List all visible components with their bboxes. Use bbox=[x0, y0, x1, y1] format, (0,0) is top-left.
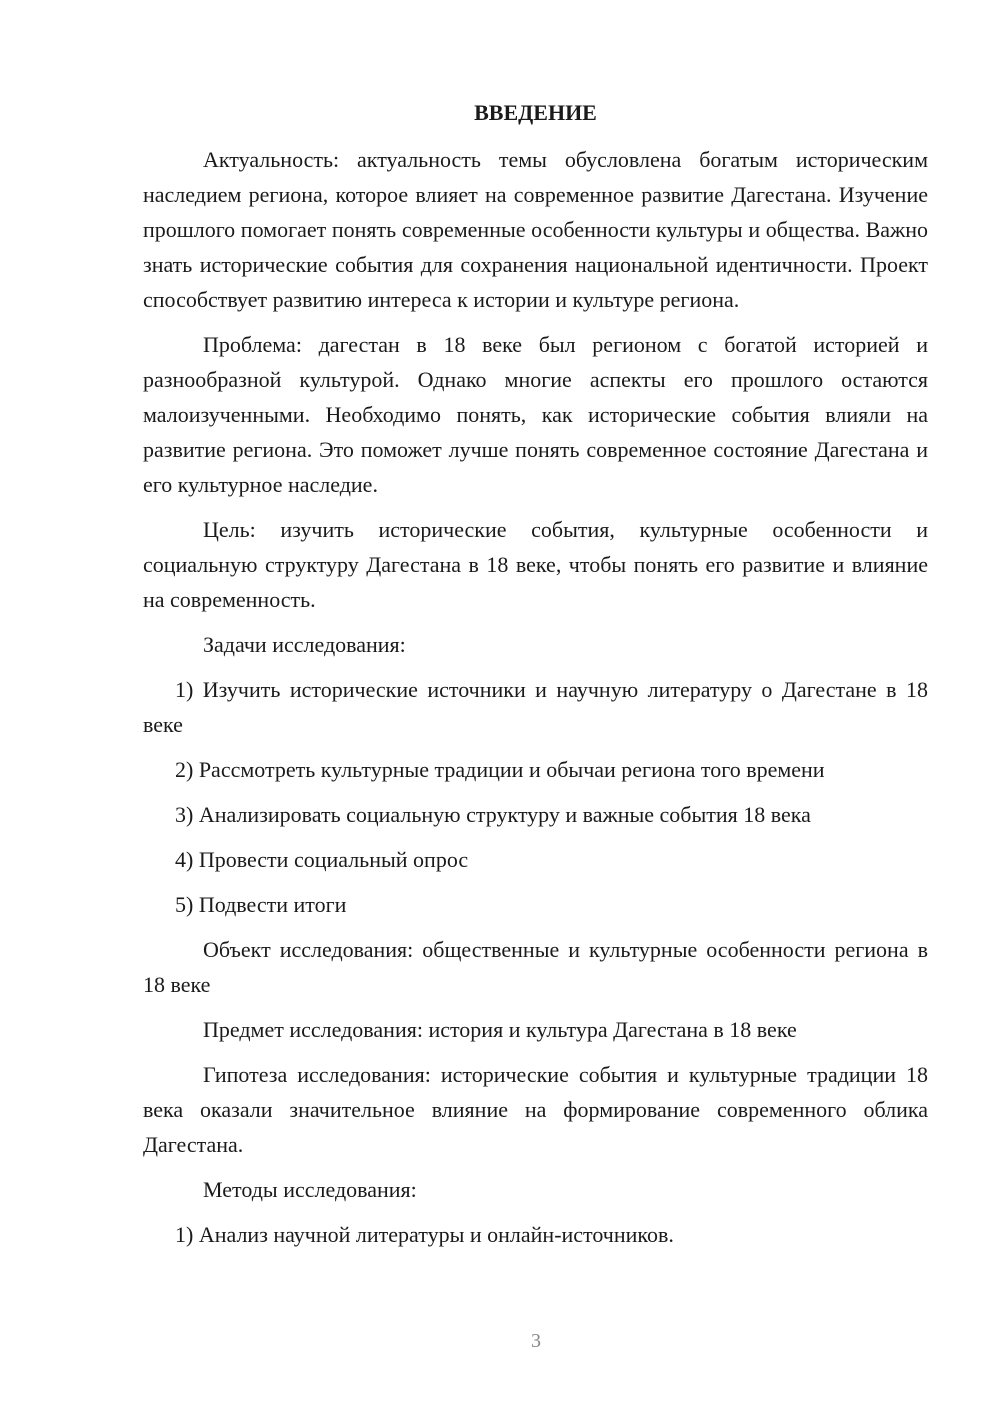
section-title: ВВЕДЕНИЕ bbox=[474, 100, 597, 125]
hypothesis-paragraph: Гипотеза исследования: исторические события и культурные традиции 18 века оказали значительное влияние на формирование современного облика Дагестана. bbox=[143, 1062, 928, 1157]
task-item-4: 4) Провести социальный опрос bbox=[175, 847, 469, 872]
page-number: 3 bbox=[531, 1330, 541, 1352]
object-paragraph: Объект исследования: общественные и культурные особенности региона в 18 веке bbox=[143, 937, 928, 997]
task-item-5: 5) Подвести итоги bbox=[175, 892, 347, 917]
goal-paragraph: Цель: изучить исторические события, культурные особенности и социальную структуру Дагестана в 18 веке, чтобы понять его развитие и влияние на современность. bbox=[143, 517, 928, 612]
tasks-heading: Задачи исследования: bbox=[203, 632, 406, 657]
subject-paragraph: Предмет исследования: история и культура Дагестана в 18 веке bbox=[203, 1017, 797, 1042]
problem-paragraph: Проблема: дагестан в 18 веке был регионом с богатой историей и разнообразной культурой. Однако многие аспекты его прошлого остаются малоизученными. Необходимо понять, как исторические события влияли на развитие региона. Это поможет лучше понять современное состояние Дагестана и его культурное наследие. bbox=[143, 332, 928, 497]
document-page bbox=[143, 95, 928, 1262]
methods-heading: Методы исследования: bbox=[203, 1177, 417, 1202]
task-item-2: 2) Рассмотреть культурные традиции и обычаи региона того времени bbox=[175, 757, 825, 782]
method-item-1: 1) Анализ научной литературы и онлайн-источников. bbox=[175, 1222, 674, 1247]
task-item-3: 3) Анализировать социальную структуру и важные события 18 века bbox=[175, 802, 811, 827]
task-item-1: 1) Изучить исторические источники и научную литературу о Дагестане в 18 веке bbox=[143, 677, 928, 737]
relevance-paragraph: Актуальность: актуальность темы обусловлена богатым историческим наследием региона, которое влияет на современное развитие Дагестана. Изучение прошлого помогает понять современные особенности культуры и общества. Важно знать исторические события для сохранения национальной идентичности. Проект способствует развитию интереса к истории и культуре региона. bbox=[143, 147, 928, 312]
